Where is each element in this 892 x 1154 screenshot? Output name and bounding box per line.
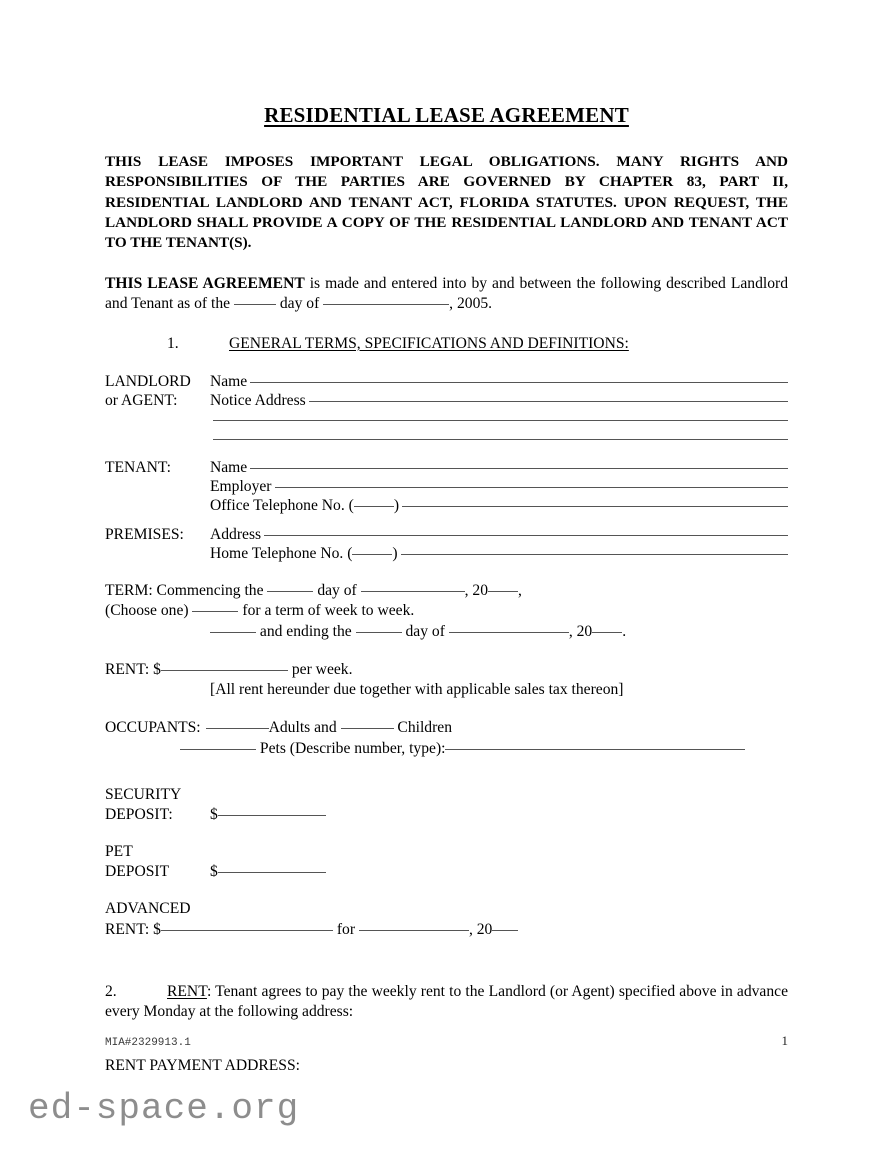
premises-home-phone-input-line[interactable] [401, 554, 788, 555]
pet-deposit-block [105, 842, 788, 881]
page-title-text: RESIDENTIAL LEASE AGREEMENT [264, 103, 629, 127]
tenant-office-phone-row [105, 496, 788, 515]
term-weekly-option-blank[interactable] [192, 611, 238, 612]
landlord-notice-address-label: Notice Address [210, 391, 306, 409]
landlord-address-row-2 [105, 410, 788, 429]
lease-intro-lead: THIS LEASE AGREEMENT [105, 274, 305, 292]
landlord-block [105, 372, 788, 448]
security-deposit-label-line-1: SECURITY [105, 785, 182, 803]
lease-intro-text-c: , 2005. [449, 295, 493, 313]
occupants-pets-row [105, 739, 788, 759]
premises-home-phone-close-paren: ) [392, 545, 398, 563]
premises-label: PREMISES: [105, 526, 184, 544]
rent-amount-blank[interactable] [161, 670, 288, 671]
security-deposit-amount-row [105, 805, 788, 824]
occupants-adults-children-row [105, 718, 788, 738]
rent-tax-note-row [105, 680, 788, 700]
advanced-rent-amount-blank[interactable] [161, 930, 333, 931]
legal-notice-paragraph: THIS LEASE IMPOSES IMPORTANT LEGAL OBLIGATIONS. MANY RIGHTS AND RESPONSIBILITIES OF THE PARTIES ARE GOVERNED BY CHAPTER 83, PART II, RESIDENTIAL LANDLORD AND TENANT ACT, FLORIDA STATUTES. UPON REQUEST, THE LANDLORD SHALL PROVIDE A COPY OF THE RESIDENTIAL LANDLORD AND TENANT ACT TO THE TENANT(S). [105, 153, 788, 252]
tenant-name-input-line[interactable] [250, 468, 788, 469]
pet-deposit-amount-blank[interactable] [218, 872, 326, 873]
landlord-notice-address-row [105, 391, 788, 410]
tenant-office-phone-label: Office Telephone No. ( [210, 497, 354, 515]
landlord-label-spacer-2 [105, 429, 210, 448]
term-line-3-text-a: and ending the [256, 622, 356, 640]
page-footer [105, 1033, 788, 1049]
advanced-rent-year-text: , 20 [468, 920, 493, 938]
security-deposit-currency: $ [210, 806, 218, 824]
tenant-label: TENANT: [105, 458, 171, 476]
term-line-1-text-d: , [518, 582, 522, 600]
landlord-address-row-3 [105, 429, 788, 448]
term-line-2 [105, 601, 788, 621]
term-line-2-text-b: for a term of week to week. [238, 602, 415, 620]
rent-amount-row [105, 660, 788, 680]
landlord-name-row [105, 372, 788, 391]
term-choose-one-label: (Choose one) [105, 602, 193, 620]
term-end-month-blank[interactable] [449, 632, 569, 633]
section-1-heading [105, 334, 788, 354]
footer-reference: MIA#2329913.1 [105, 1037, 191, 1049]
tenant-office-phone-field [210, 496, 788, 515]
occupants-adults-blank[interactable] [206, 728, 269, 729]
rent-payment-address-heading: RENT PAYMENT ADDRESS: [105, 1057, 300, 1075]
landlord-name-input-line[interactable] [250, 382, 788, 383]
occupants-adults-suffix: Adults and [268, 719, 341, 737]
section-2-title: RENT [167, 982, 207, 1000]
security-deposit-amount-field [210, 805, 788, 824]
landlord-address-input-line-2[interactable] [213, 420, 788, 421]
term-fixed-option-blank[interactable] [210, 632, 256, 633]
premises-home-phone-areacode-blank[interactable] [352, 554, 392, 555]
rent-tax-note: [All rent hereunder due together with applicable sales tax thereon] [210, 681, 624, 699]
rent-label: RENT: $ [105, 660, 161, 678]
term-line-1-text-c: , 20 [464, 582, 489, 600]
pet-deposit-amount-row [105, 862, 788, 881]
term-block [105, 581, 788, 642]
term-start-month-blank[interactable] [361, 591, 465, 592]
premises-address-input-line[interactable] [264, 535, 788, 536]
occupants-pets-describe-blank[interactable] [445, 749, 745, 750]
tenant-label-spacer-1 [105, 477, 210, 496]
tenant-office-phone-close-paren: ) [393, 497, 400, 515]
pet-deposit-label-line-1: PET [105, 843, 133, 861]
term-line-3-text-b: day of [401, 622, 449, 640]
advanced-rent-year-blank[interactable] [492, 930, 518, 931]
advanced-rent-label-line-2: RENT: $ [105, 920, 161, 938]
security-deposit-block [105, 785, 788, 824]
rent-suffix: per week. [287, 660, 353, 678]
occupants-label: OCCUPANTS: [105, 719, 201, 737]
lease-intro-text-a: is made and entered into by and between the following described Landlord and Tenant as of the [105, 274, 788, 313]
footer-page-number: 1 [781, 1033, 788, 1048]
premises-home-phone-row [105, 544, 788, 563]
term-start-day-blank[interactable] [267, 591, 313, 592]
landlord-name-label: Name [210, 372, 248, 390]
tenant-employer-label: Employer [210, 478, 272, 495]
tenant-office-phone-areacode-blank[interactable] [354, 506, 394, 507]
term-line-1-text-b: day of [313, 582, 361, 600]
advanced-rent-block [105, 899, 788, 940]
tenant-name-field [210, 458, 788, 477]
term-line-3 [105, 622, 788, 642]
term-line-1 [105, 581, 788, 601]
landlord-notice-address-input-line[interactable] [309, 401, 788, 402]
premises-block [105, 525, 788, 563]
section-2-number: 2. [105, 982, 117, 1000]
tenant-label-spacer-2 [105, 496, 210, 515]
term-start-year-blank[interactable] [488, 591, 518, 592]
section-2-paragraph [105, 982, 788, 1023]
section-2-text: : Tenant agrees to pay the weekly rent to the Landlord (or Agent) specified above in advance every Monday at the following address: [105, 982, 788, 1021]
premises-home-phone-label: Home Telephone No. ( [210, 545, 353, 563]
premises-label-spacer [105, 544, 210, 563]
security-deposit-amount-blank[interactable] [218, 815, 326, 816]
pet-deposit-amount-field [210, 862, 788, 881]
advanced-rent-for-text: for [332, 920, 359, 938]
landlord-address-field-2 [210, 423, 788, 424]
watermark: ed-space.org [28, 1088, 300, 1129]
premises-address-row [105, 525, 788, 544]
advanced-rent-label-line-1: ADVANCED [105, 900, 191, 918]
page-title [105, 104, 788, 127]
section-1-title: GENERAL TERMS, SPECIFICATIONS AND DEFINITIONS: [229, 334, 629, 352]
term-line-3-text-c: , 20 [568, 622, 593, 640]
occupants-children-blank[interactable] [341, 728, 394, 729]
term-end-year-blank[interactable] [592, 632, 622, 633]
rent-block [105, 660, 788, 701]
term-line-1-text-a: TERM: Commencing the [105, 582, 268, 600]
tenant-employer-row [105, 477, 788, 496]
occupants-block [105, 718, 788, 759]
landlord-notice-address-field [210, 391, 788, 410]
term-line-3-text-d: . [622, 622, 627, 640]
document-content [105, 0, 788, 1077]
security-deposit-label-line-2: DEPOSIT: [105, 806, 173, 824]
landlord-label-spacer-1 [105, 410, 210, 429]
intro-month-blank[interactable] [323, 304, 449, 305]
intro-day-blank[interactable] [234, 304, 276, 305]
landlord-address-field-3 [210, 442, 788, 443]
tenant-name-label: Name [210, 458, 248, 476]
lease-intro-paragraph [105, 274, 788, 315]
tenant-employer-field [210, 477, 788, 496]
occupants-pets-count-blank[interactable] [180, 749, 256, 750]
pet-deposit-currency: $ [210, 863, 218, 881]
landlord-label-line-1: LANDLORD [105, 372, 191, 390]
tenant-office-phone-input-line[interactable] [402, 506, 788, 507]
landlord-address-input-line-3[interactable] [213, 439, 788, 440]
section-1-number: 1. [167, 334, 179, 352]
landlord-name-field [210, 372, 788, 391]
tenant-name-row [105, 458, 788, 477]
tenant-block [105, 458, 788, 515]
premises-address-label: Address [210, 526, 262, 544]
term-end-day-blank[interactable] [356, 632, 402, 633]
premises-address-field [210, 525, 788, 544]
advanced-rent-period-blank[interactable] [359, 930, 469, 931]
pet-deposit-label-line-2: DEPOSIT [105, 863, 170, 881]
lease-intro-text-b: day of [275, 295, 324, 313]
occupants-children-suffix: Children [393, 719, 453, 737]
premises-home-phone-field [210, 544, 788, 563]
occupants-pets-suffix: Pets (Describe number, type): [256, 739, 446, 757]
tenant-employer-input-line[interactable] [275, 487, 789, 488]
advanced-rent-amount-row [105, 920, 788, 940]
landlord-label-line-2: or AGENT: [105, 391, 178, 409]
